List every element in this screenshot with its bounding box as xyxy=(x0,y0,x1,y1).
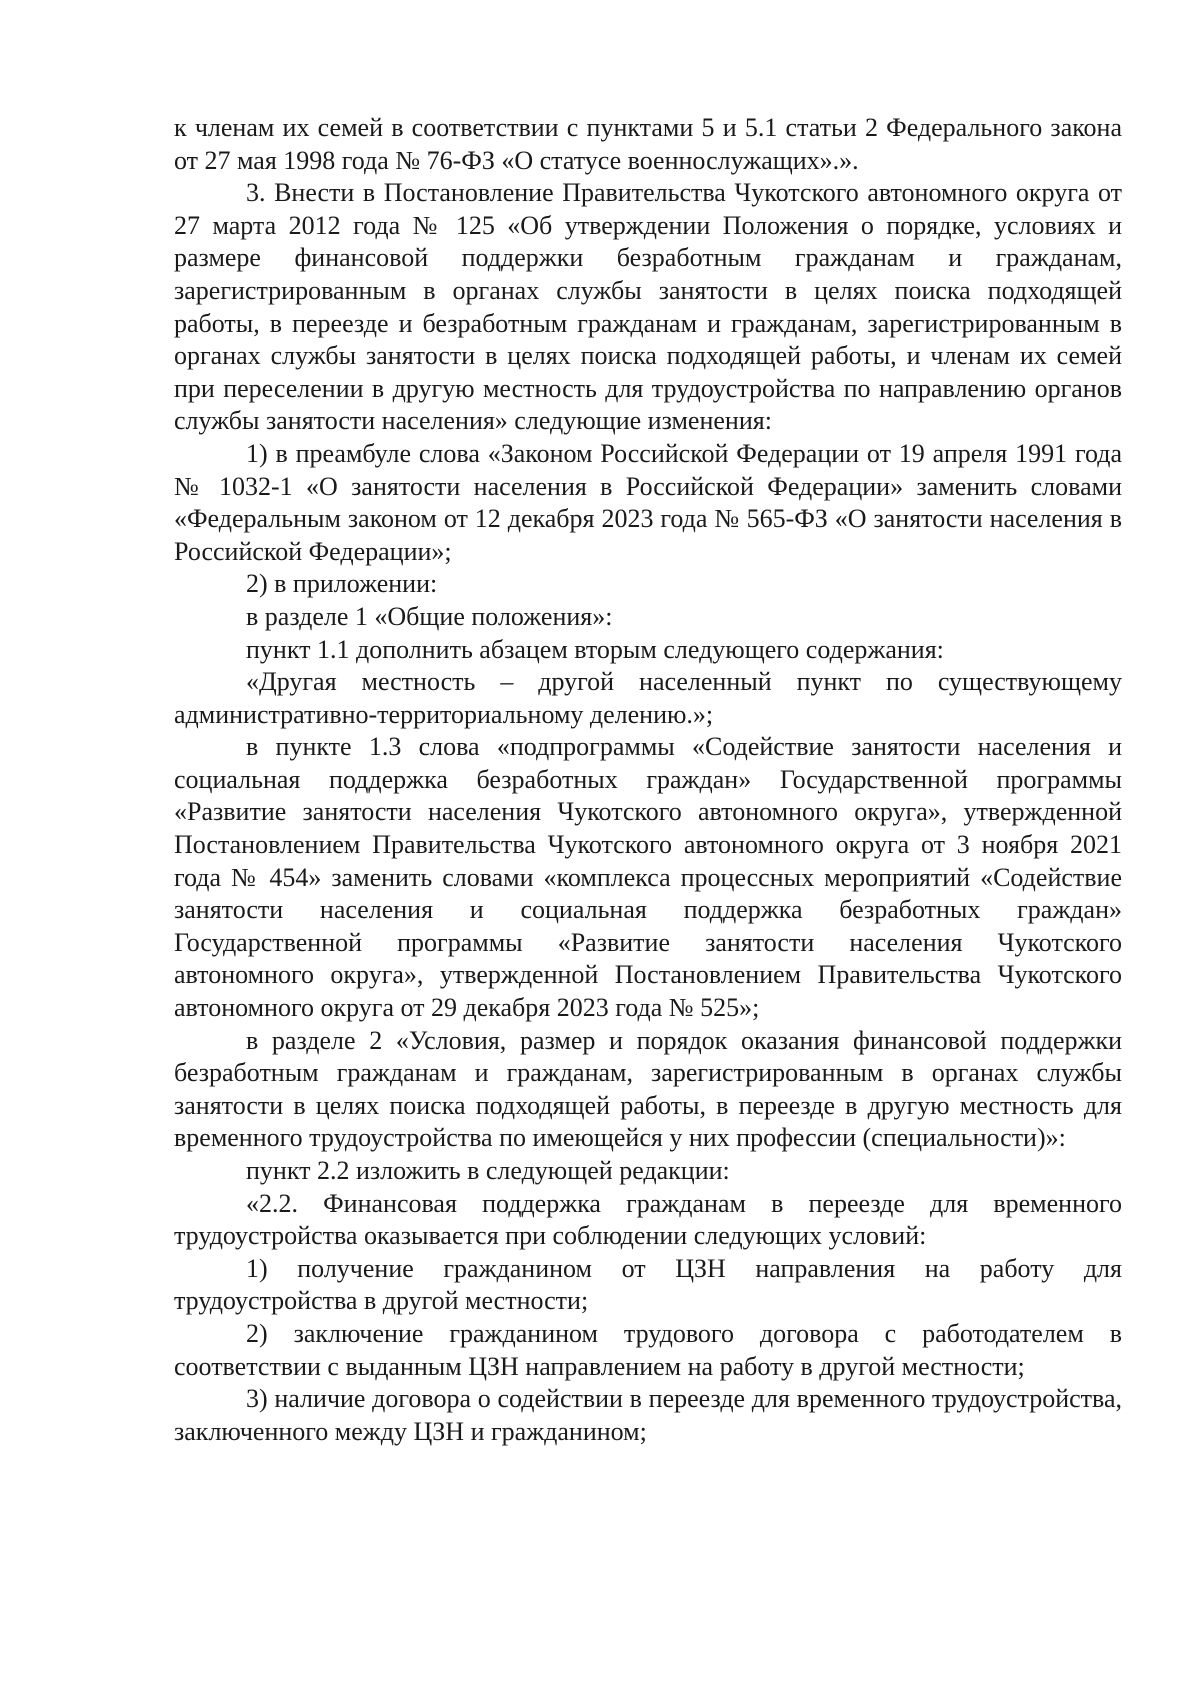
paragraph-14: 3) наличие договора о содействии в переезде для временного трудоустройства, заключенного между ЦЗН и гражданином; xyxy=(174,1384,1122,1446)
paragraph-9: в разделе 2 «Условия, размер и порядок оказания финансовой поддержки безработным гражданам и гражданам, зарегистрированным в органах службы занятости в целях поиска подходящей работы, в переезде в другую местность для временного трудоустройства по имеющейся у них профессии (специальности)»: xyxy=(174,1025,1122,1153)
paragraph-5: в разделе 1 «Общие положения»: xyxy=(246,601,613,631)
paragraph-10: пункт 2.2 изложить в следующей редакции: xyxy=(246,1156,730,1185)
paragraph-11: «2.2. Финансовая поддержка гражданам в переезде для временного трудоустройства оказывается при соблюдении следующих условий: xyxy=(174,1188,1122,1251)
paragraph-4: 2) в приложении: xyxy=(246,569,438,599)
paragraph-1: к членам их семей в соответствии с пунктами 5 и 5.1 статьи 2 Федерального закона от 27 мая 1998 года № 76-ФЗ «О статусе военнослужащих».». xyxy=(174,113,1122,175)
document-page xyxy=(174,112,1122,1448)
paragraph-12: 1) получение гражданином от ЦЗН направления на работу для трудоустройства в другой местности; xyxy=(174,1253,1122,1316)
paragraph-7: «Другая местность – другой населенный пункт по существующему административно-территориальному делению.»; xyxy=(174,667,1122,729)
paragraph-13: 2) заключение гражданином трудового договора с работодателем в соответствии с выданным ЦЗН направлением на работу в другой местности; xyxy=(174,1318,1122,1381)
paragraph-8: в пункте 1.3 слова «подпрограммы «Содействие занятости населения и социальная поддержка безработных граждан» Государственной программы «Развитие занятости населения Чукотского автономного округа», утвержденной Постановлением Правительства Чукотского автономного округа от 3 ноября 2021 года № 454» заменить словами «комплекса процессных мероприятий «Содействие занятости населения и социальная поддержка безработных граждан» Государственной программы «Развитие занятости населения Чукотского автономного округа», утвержденной Постановлением Правительства Чукотского автономного округа от 29 декабря 2023 года № 525»; xyxy=(174,732,1122,1023)
paragraph-6: пункт 1.1 дополнить абзацем вторым следующего содержания: xyxy=(246,634,944,664)
paragraph-3: 1) в преамбуле слова «Законом Российской Федерации от 19 апреля 1991 года № 1032-1 «О занятости населения в Российской Федерации» заменить словами «Федеральным законом от 12 декабря 2023 года № 565-ФЗ «О занятости населения в Российской Федерации»; xyxy=(174,438,1122,566)
paragraph-2: 3. Внести в Постановление Правительства Чукотского автономного округа от 27 марта 2012 года № 125 «Об утверждении Положения о порядке, условиях и размере финансовой поддержки безработным гражданам и гражданам, зарегистрированным в органах службы занятости в целях поиска подходящей работы, в переезде и безработным гражданам и гражданам, зарегистрированным в органах службы занятости в целях поиска подходящей работы, и членам их семей при переселении в другую местность для трудоустройства по направлению органов службы занятости населения» следующие изменения: xyxy=(174,178,1122,436)
